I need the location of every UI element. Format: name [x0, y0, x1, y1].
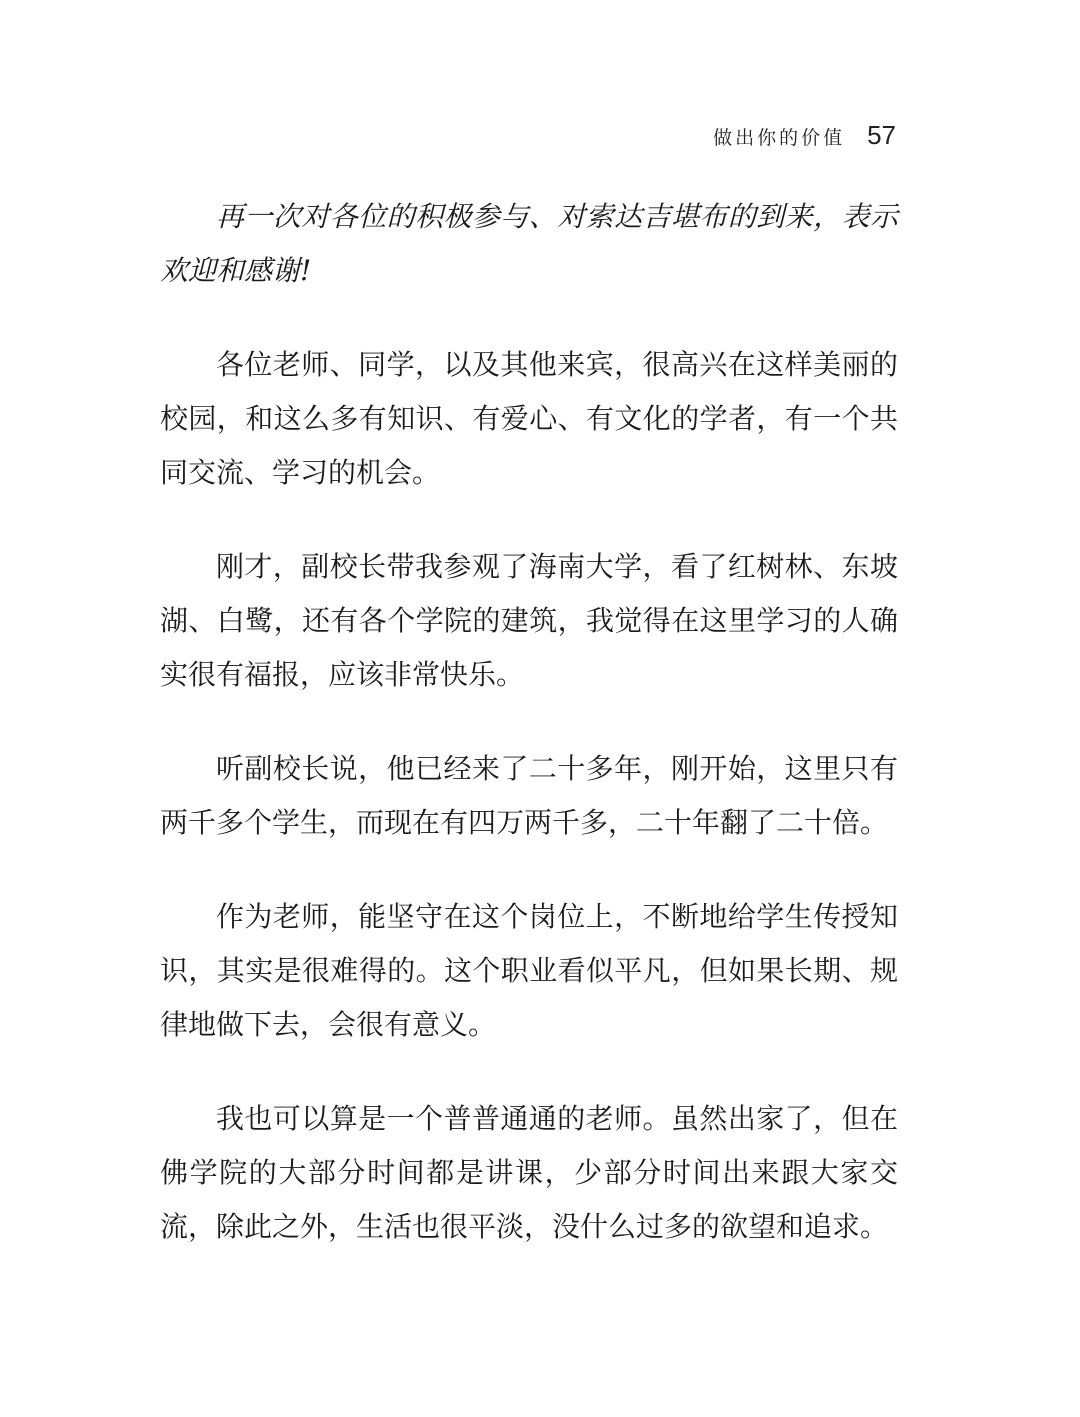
running-head: [600, 120, 896, 151]
chapter-title: 做出你的价值: [713, 127, 846, 149]
paragraph-closing-thanks: 再一次对各位的积极参与、对索达吉堪布的到来，表示欢迎和感谢!: [160, 200, 898, 287]
paragraph-growth: 听副校长说，他已经来了二十多年，刚开始，这里只有两千多个学生，而现在有四万两千多，二十年翻了二十倍。: [160, 752, 898, 839]
paragraph-teachers: 作为老师，能坚守在这个岗位上，不断地给学生传授知识，其实是很难得的。这个职业看似平凡，但如果长期、规律地做下去，会很有意义。: [160, 900, 898, 1041]
paragraph-self: 我也可以算是一个普普通通的老师。虽然出家了，但在佛学院的大部分时间都是讲课，少部分时间出来跟大家交流，除此之外，生活也很平淡，没什么过多的欲望和追求。: [160, 1102, 898, 1243]
paragraph-campus-visit: 刚才，副校长带我参观了海南大学，看了红树林、东坡湖、白鹭，还有各个学院的建筑，我觉得在这里学习的人确实很有福报，应该非常快乐。: [160, 550, 898, 691]
paragraph-greeting: 各位老师、同学，以及其他来宾，很高兴在这样美丽的校园，和这么多有知识、有爱心、有文化的学者，有一个共同交流、学习的机会。: [160, 348, 898, 489]
body-text: [160, 190, 898, 1294]
page-number: 57: [867, 120, 896, 150]
